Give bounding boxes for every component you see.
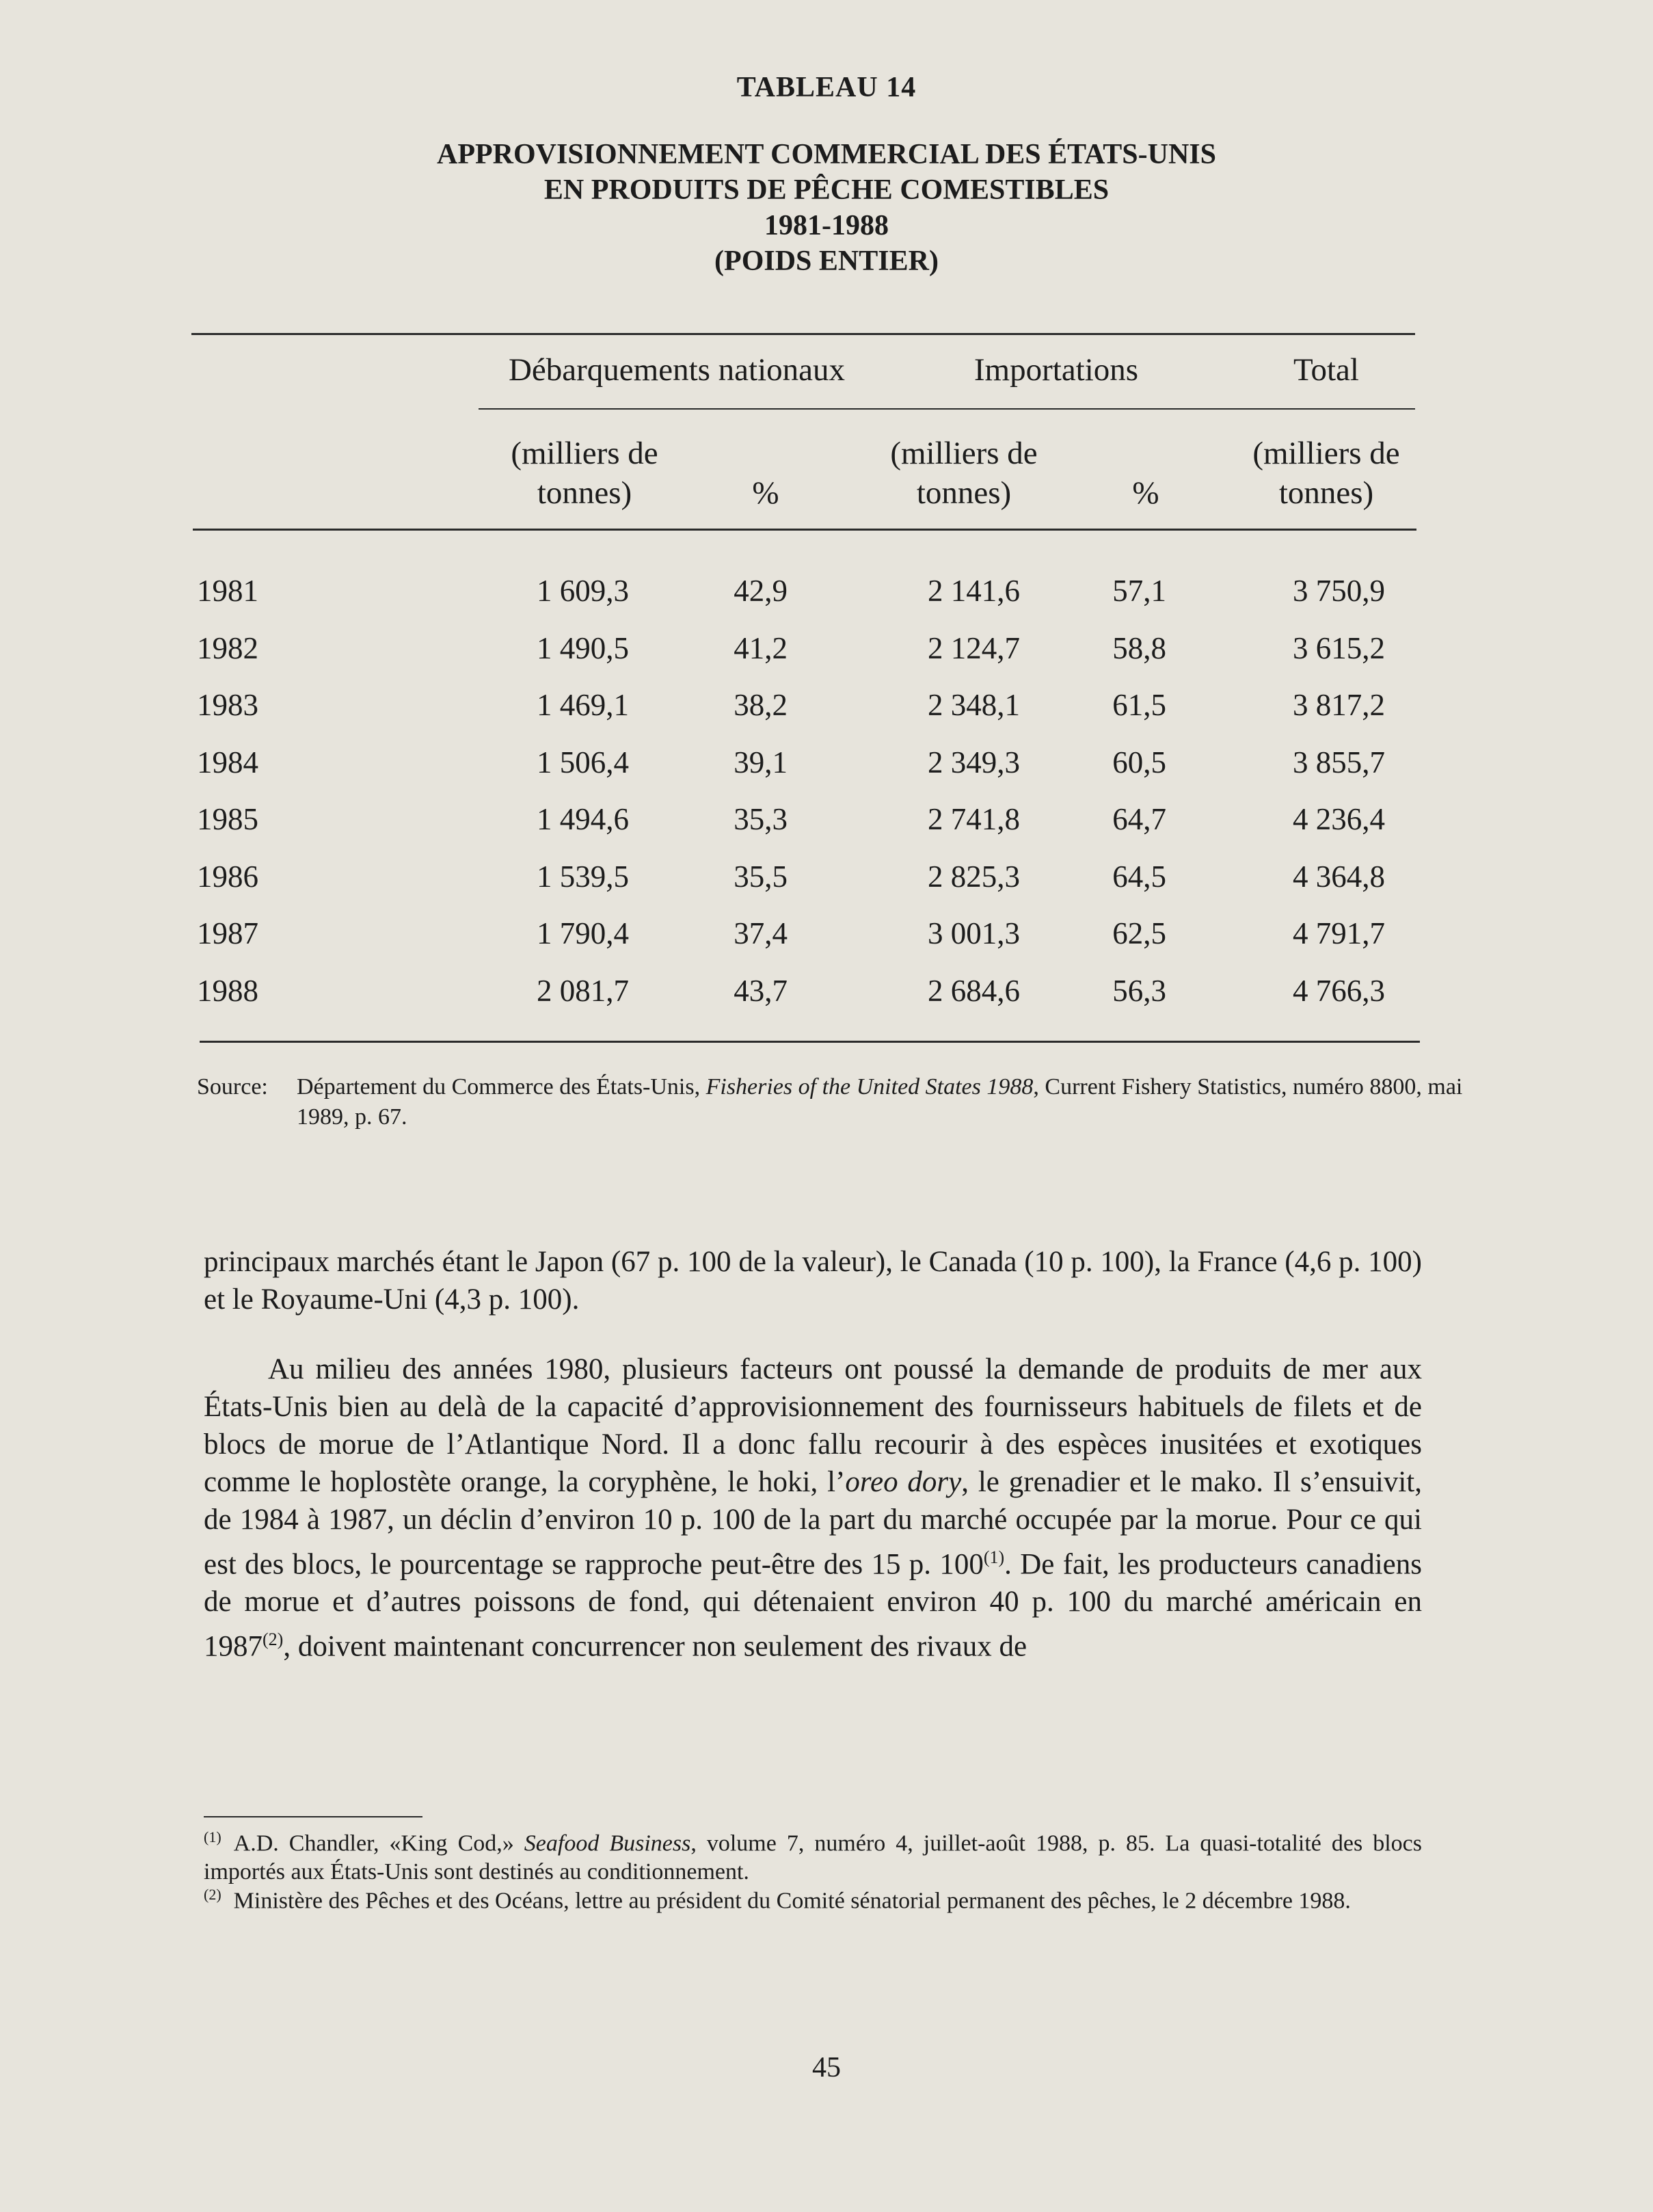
- page-number: 45: [812, 2052, 841, 2083]
- cell-total: 4 766,3: [1293, 973, 1385, 1008]
- cell-imports-pct: 58,8: [1112, 630, 1166, 665]
- table-top-rule: [191, 333, 1415, 335]
- footnote-divider: [204, 1816, 422, 1817]
- cell-domestic: 1 469,1: [537, 688, 629, 722]
- pct-imports: %: [1132, 475, 1159, 511]
- cell-year: 1984: [197, 745, 258, 779]
- unit-total: (milliers de tonnes): [1252, 436, 1400, 511]
- cell-imports: 3 001,3: [928, 916, 1020, 950]
- unit-domestic: (milliers de tonnes): [511, 436, 658, 511]
- cell-total: 3 750,9: [1293, 574, 1385, 608]
- cell-year: 1983: [197, 688, 258, 722]
- title-line-3: 1981-1988: [764, 210, 889, 241]
- cell-domestic-pct: 43,7: [734, 973, 788, 1008]
- cell-domestic: 1 609,3: [537, 574, 629, 608]
- footnote-2: $^{(2)}$ Ministère des Pêches et des Océans, lettre au président du Comité sénatorial permanent des pêches, le 2 décembre 1988.: [204, 1886, 1351, 1914]
- cell-imports: 2 348,1: [928, 688, 1020, 722]
- group-header-rule: [479, 408, 1415, 410]
- cell-year: 1986: [197, 859, 258, 894]
- cell-total: 4 791,7: [1293, 916, 1385, 950]
- document-page: TABLEAU 14 APPROVISIONNEMENT COMMERCIAL DES ÉTATS-UNIS EN PRODUITS DE PÊCHE COMESTIBLES 1981-1988 (POIDS ENTIER) Débarquements nationaux Importations Total (milliers de tonnes) % (milliers de tonnes) % (milliers de tonnes) 1981 1 609,3 42,9 2 141,6 57,1 3 750,9 1982 1 490,5 41,2 2 124,7 58,8 3 615,2 1983 1 469,1 38,2 2 348,1 61,5 3 817,2 1984 1 506,4 39,1 2 349,3 60,5 3 855,7 1985 1 494,6 35,3 2 741,8 64,7 4 236,4 1986 1 539,5 35,5 2 825,3 64,5 4 364,8 1987 1 790,4 37,4 3 001,3 62,5 4 791,7 1988 2 081,7 43,7 2 684,6 56,3 4 766,3 Source: Département du Commerce des États-Unis, Fisheries of the United States 1988, Current Fishery Statistics, numéro 8800, mai 1989, p. 67. principaux marchés étant le Japon (67 p. 100 de la valeur), le Canada (10 p. 100), la France (4,6 p. 100) et le Royaume-Uni (4,3 p. 100). Au milieu des années 1980, plusieurs facteurs ont poussé la demande de produits de mer aux États-Unis bien au delà de la capacité d’approvisionnement des fournisseurs habituels de filets et de blocs de morue de l’Atlantique Nord. Il a donc fallu recourir à des espèces inusitées et exotiques comme le hoplostète orange, la coryphène, le hoki, l’oreo dory, le grenadier et le mako. Il s’ensuivit, de 1984 à 1987, un déclin d’environ 10 p. 100 de la part du marché occupée par la morue. Pour ce qui est des blocs, le pourcentage se rapproche peut-être des 15 p. 100$^{(1)}$. De fait, les producteurs canadiens de morue et d’autres poissons de fond, qui détenaient environ 40 p. 100 du marché américain en 1987$^{(2)}$, doivent maintenant concurrencer non seulement des rivaux de $^{(1)}$ A.D. Chandler, «King Cod,» Seafood Business, volume 7, numéro 4, juillet-août 1988, p. 85. La quasi-totalité des blocs importés aux États-Unis sont destinés au conditionnement. $^{(2)}$ Ministère des Pêches et des Océans, lettre au président du Comité sénatorial permanent des pêches, le 2 décembre 1988. 45: [0, 0, 1653, 2212]
- cell-year: 1981: [197, 574, 258, 608]
- title-line-4: (POIDS ENTIER): [714, 245, 939, 277]
- cell-year: 1985: [197, 802, 258, 836]
- cell-domestic-pct: 41,2: [734, 630, 788, 665]
- cell-domestic-pct: 38,2: [734, 688, 788, 722]
- cell-imports-pct: 62,5: [1112, 916, 1166, 950]
- header-bottom-rule: [193, 529, 1416, 531]
- cell-domestic: 1 494,6: [537, 802, 629, 836]
- cell-domestic: 1 506,4: [537, 745, 629, 779]
- header-total: Total: [1293, 352, 1359, 388]
- pct-domestic: %: [752, 475, 779, 511]
- unit-imports: (milliers de tonnes): [890, 436, 1038, 511]
- cell-total: 3 855,7: [1293, 745, 1385, 779]
- cell-total: 4 236,4: [1293, 802, 1385, 836]
- cell-imports: 2 124,7: [928, 630, 1020, 665]
- cell-imports-pct: 56,3: [1112, 973, 1166, 1008]
- cell-domestic-pct: 37,4: [734, 916, 788, 950]
- paragraph-2: Au milieu des années 1980, plusieurs facteurs ont poussé la demande de produits de mer aux États-Unis bien au delà de la capacité d’approvisionnement des fournisseurs habituels de filets et de blocs de morue de l’Atlantique Nord. Il a donc fallu recourir à des espèces inusitées et exotiques comme le hoplostète orange, la coryphène, le hoki, l’oreo dory, le grenadier et le mako. Il s’ensuivit, de 1984 à 1987, un déclin d’environ 10 p. 100 de la part du marché occupée par la morue. Pour ce qui est des blocs, le pourcentage se rapproche peut-être des 15 p. 100$^{(1)}$. De fait, les producteurs canadiens de morue et d’autres poissons de fond, qui détenaient environ 40 p. 100 du marché américain en 1987$^{(2)}$, doivent maintenant concurrencer non seulement des rivaux de: [204, 1353, 1422, 1663]
- cell-domestic-pct: 35,5: [734, 859, 788, 894]
- table-bottom-rule: [200, 1041, 1420, 1043]
- cell-imports-pct: 61,5: [1112, 688, 1166, 722]
- cell-imports-pct: 60,5: [1112, 745, 1166, 779]
- cell-domestic: 2 081,7: [537, 973, 629, 1008]
- header-domestic: Débarquements nationaux: [508, 352, 846, 388]
- cell-domestic-pct: 39,1: [734, 745, 788, 779]
- cell-domestic: 1 790,4: [537, 916, 629, 950]
- cell-domestic-pct: 42,9: [734, 574, 788, 608]
- cell-imports-pct: 64,5: [1112, 859, 1166, 894]
- table-number: TABLEAU 14: [736, 72, 917, 103]
- cell-imports: 2 349,3: [928, 745, 1020, 779]
- cell-imports: 2 141,6: [928, 574, 1020, 608]
- footnote-ref-1: (1): [983, 1547, 1005, 1567]
- paragraph-1: principaux marchés étant le Japon (67 p. 100 de la valeur), le Canada (10 p. 100), la France (4,6 p. 100) et le Royaume-Uni (4,3 p. 100).: [204, 1246, 1422, 1316]
- cell-domestic-pct: 35,3: [734, 802, 788, 836]
- cell-year: 1987: [197, 916, 258, 950]
- cell-domestic: 1 490,5: [537, 630, 629, 665]
- cell-imports: 2 684,6: [928, 973, 1020, 1008]
- cell-imports: 2 825,3: [928, 859, 1020, 894]
- cell-imports: 2 741,8: [928, 802, 1020, 836]
- cell-year: 1988: [197, 973, 258, 1008]
- footnote-1: $^{(1)}$ A.D. Chandler, «King Cod,» Seafood Business, volume 7, numéro 4, juillet-août 1988, p. 85. La quasi-totalité des blocs importés aux États-Unis sont destinés au conditionnement.: [204, 1828, 1422, 1885]
- cell-total: 3 615,2: [1293, 630, 1385, 665]
- cell-total: 3 817,2: [1293, 688, 1385, 722]
- cell-imports-pct: 64,7: [1112, 802, 1166, 836]
- title-line-1: APPROVISIONNEMENT COMMERCIAL DES ÉTATS-UNIS: [437, 139, 1216, 170]
- cell-year: 1982: [197, 630, 258, 665]
- cell-total: 4 364,8: [1293, 859, 1385, 894]
- header-imports: Importations: [973, 352, 1139, 388]
- source-label: Source:: [197, 1074, 268, 1100]
- title-line-2: EN PRODUITS DE PÊCHE COMESTIBLES: [543, 174, 1110, 206]
- footnote-ref-2: (2): [263, 1629, 284, 1650]
- cell-domestic: 1 539,5: [537, 859, 629, 894]
- cell-imports-pct: 57,1: [1112, 574, 1166, 608]
